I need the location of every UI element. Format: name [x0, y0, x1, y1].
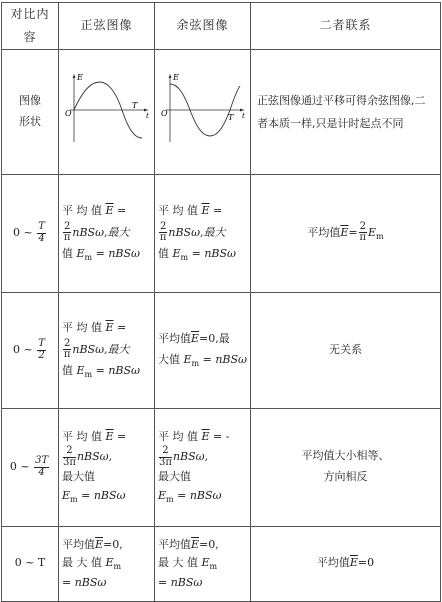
row-label-quarter: 0 ~ $\frac{T}{4}$	[2, 174, 59, 292]
frac-2-3pi: $\frac{2}{3\pi}$	[63, 445, 76, 468]
table-row	[2, 408, 441, 526]
frac-2-pi: $\frac{2}{\pi}$	[359, 220, 367, 244]
sine-three-quarter: 平 均 值 $\overline{E}$ = $\frac{2}{3\pi}$ nBSω, 最大值 $E_m = nBS\omega$	[59, 408, 155, 526]
cosine-half: 平均值$\overline{E}=0$,最 大值 $E_m = nBS\omega$	[155, 292, 251, 408]
relation-three-quarter: 平均值大小相等、 方向相反	[251, 408, 441, 526]
table-row	[2, 526, 441, 601]
row-label-three-quarter: 0 ~ $\frac{3T}{4}$	[2, 408, 59, 526]
frac-2-pi: $\frac{2}{\pi}$	[63, 337, 71, 361]
table-row	[2, 49, 441, 174]
sine-graph	[59, 49, 155, 174]
row-label-half: 0 ~ $\frac{T}{2}$	[2, 292, 59, 408]
header-row	[2, 3, 441, 50]
t-axis-label: t	[241, 111, 245, 120]
origin-label: O	[64, 108, 72, 118]
e-axis-label: E	[76, 72, 83, 82]
cosine-three-quarter: 平 均 值 $\overline{E}$ = - $\frac{2}{3\pi}$ nBSω, 最大值 $E_m = nBS\omega$	[155, 408, 251, 526]
relation-quarter: 平均值$\overline{E}=$ $\frac{2}{\pi}$ $E_m$	[251, 174, 441, 292]
header-cosine: 余弦图像	[155, 3, 251, 50]
frac-2-pi: $\frac{2}{\pi}$	[159, 220, 167, 244]
relation-full: 平均值$\overline{E}=0$	[251, 526, 441, 601]
t-axis-label: t	[145, 111, 149, 120]
cosine-graph-svg	[158, 68, 248, 148]
period-label: T	[131, 100, 137, 110]
cosine-full: 平均值$\overline{E}=0$, 最 大 值 $E_m$ = nBSω	[155, 526, 251, 601]
e-axis-label: E	[172, 72, 179, 82]
header-sine: 正弦图像	[59, 3, 155, 50]
row-label-shape	[2, 49, 59, 174]
header-relation: 二者联系	[251, 3, 441, 50]
cosine-graph	[155, 49, 251, 174]
row-label-full: 0 ~ T	[2, 526, 59, 601]
sine-quarter: 平 均 值 $\overline{E}$ = $\frac{2}{\pi}$ nBSω,最大 值 $E_m = nBS\omega$	[59, 174, 155, 292]
range-frac: $\frac{3T}{4}$	[35, 455, 49, 478]
sine-half: 平 均 值 $\overline{E}$ = $\frac{2}{\pi}$ nBSω,最大 值 $E_m = nBS\omega$	[59, 292, 155, 408]
period-label: T	[227, 112, 233, 122]
label-line-1: 图像	[19, 93, 41, 107]
relation-shape: 正弦图像通过平移可得余弦图像,二者本质一样,只是计时起点不同	[251, 49, 441, 174]
origin-label: O	[160, 108, 168, 118]
comparison-table	[1, 2, 441, 602]
label-line-2: 形状	[19, 114, 41, 128]
sine-full: 平均值$\overline{E}=0$, 最 大 值 $E_m$ = nBSω	[59, 526, 155, 601]
frac-2-pi: $\frac{2}{\pi}$	[63, 220, 71, 244]
sine-graph-svg	[62, 68, 152, 148]
relation-half: 无关系	[251, 292, 441, 408]
frac-2-3pi: $\frac{2}{3\pi}$	[159, 445, 172, 468]
table-row	[2, 292, 441, 408]
cosine-quarter: 平 均 值 $\overline{E}$ = $\frac{2}{\pi}$ nBSω,最大 值 $E_m = nBS\omega$	[155, 174, 251, 292]
table-row	[2, 174, 441, 292]
header-compare: 对比内容	[2, 3, 59, 50]
range-frac: $\frac{T}{2}$	[38, 338, 45, 361]
range-frac: $\frac{T}{4}$	[38, 221, 45, 244]
